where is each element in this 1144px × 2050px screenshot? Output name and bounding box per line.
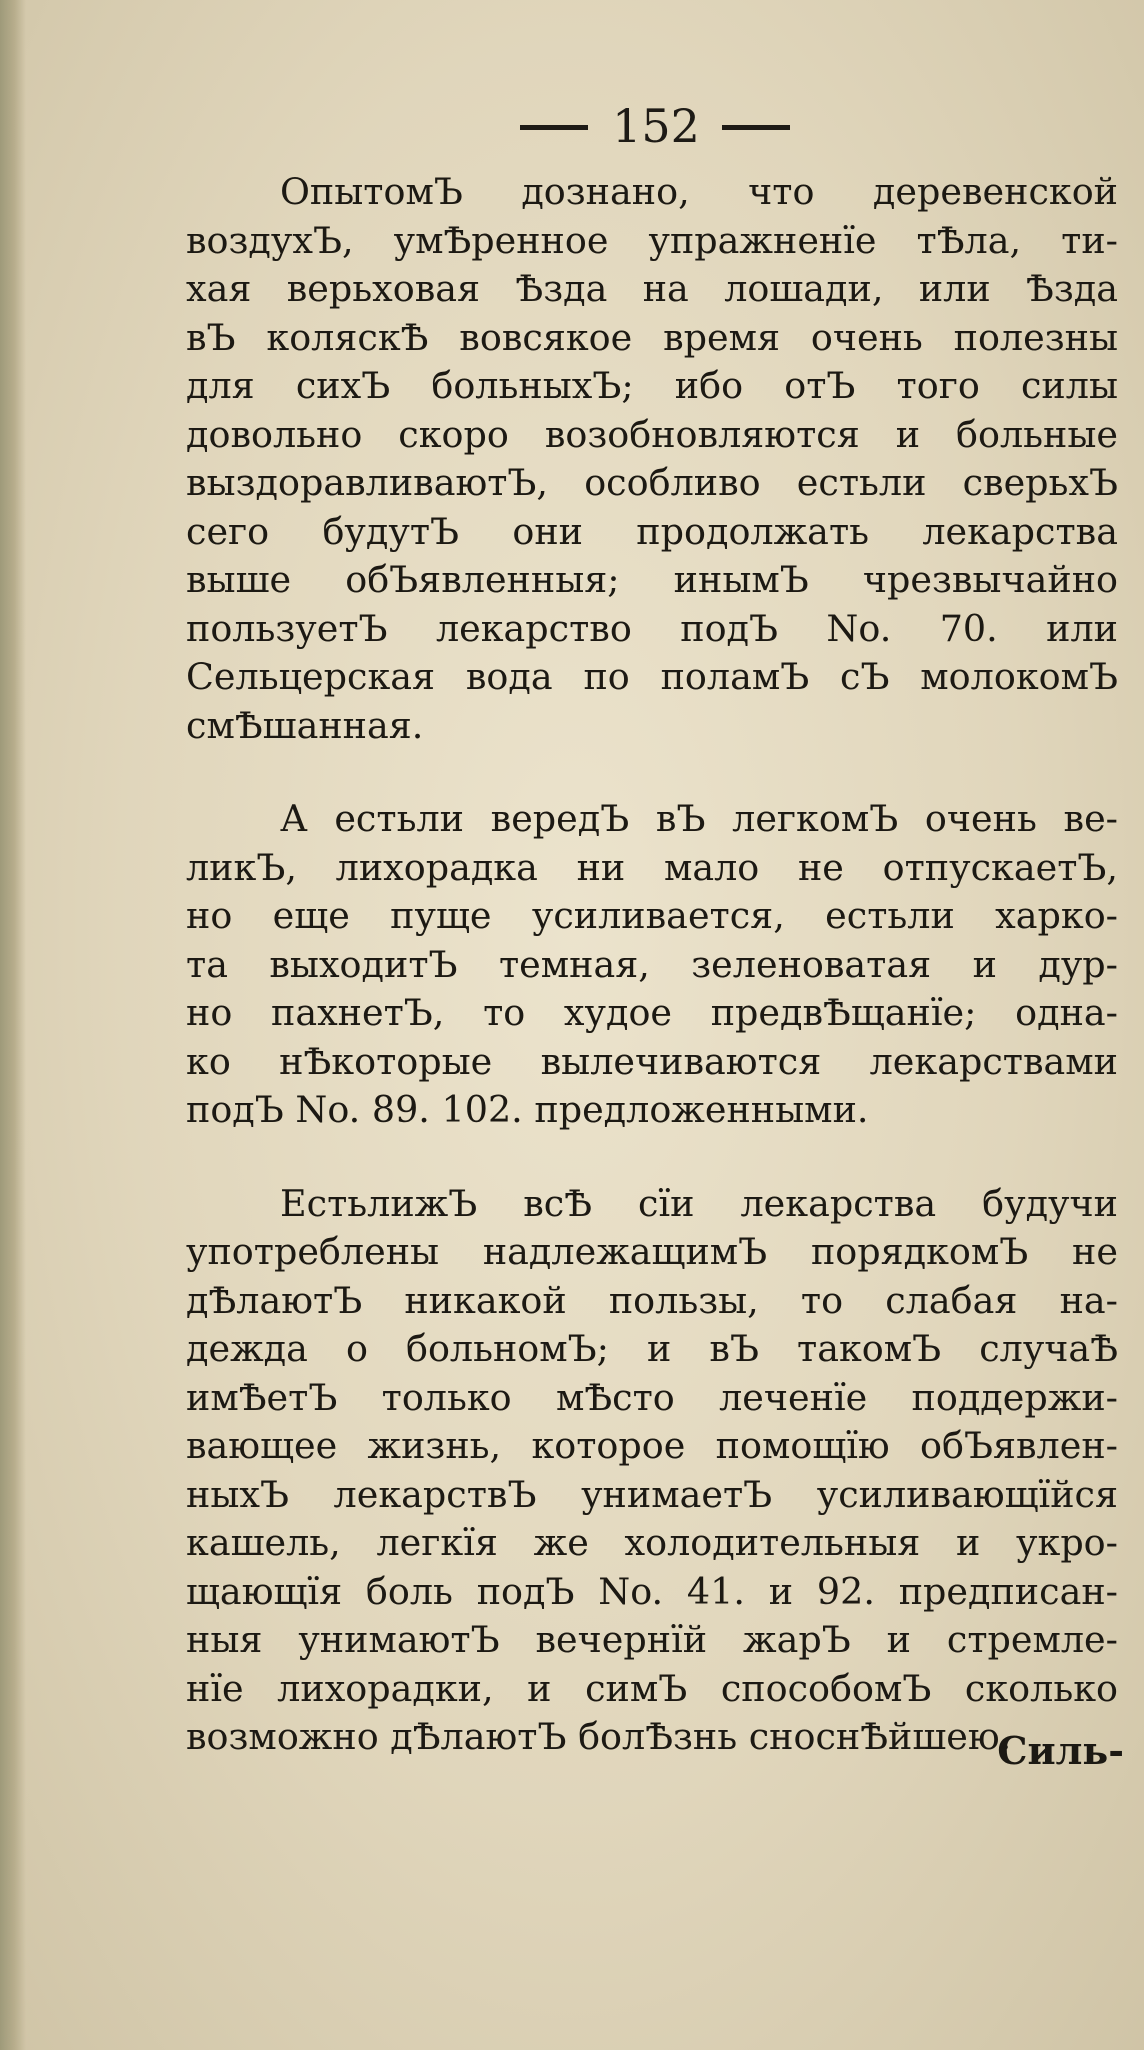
text-line: хая верьховая Ѣзда на лошади, или Ѣзда [186,267,1118,310]
text-line: ныя унимаютЪ вечернїй жарЪ и стремле- [186,1618,1118,1661]
text-line: вающее жизнь, которое помощїю обЪявлен- [186,1424,1118,1467]
text-line: дѢлаютЪ никакой пользы, то слабая на- [186,1278,1118,1322]
page-number: 152 [612,99,700,153]
text-line: ликЪ, лихорадка ни мало не отпускаетЪ, [186,845,1118,889]
text-line: употреблены надлежащимЪ порядкомЪ не [186,1230,1118,1273]
text-line: Сельцерская вода по поламЪ сЪ молокомЪ [186,655,1118,698]
text-line: смѢшанная. [186,703,424,747]
text-line: щающїя боль подЪ No. 41. и 92. предписан- [186,1569,1118,1613]
text-line: возможно дѢлаютЪ болѢзнь сноснѢйшею. [186,1715,1012,1758]
text-line: но еще пуще усиливается, естьли харко- [186,894,1118,937]
text-line: нїе лихорадки, и симЪ способомЪ сколько [186,1666,1118,1710]
text-line: выздоравливаютЪ, особливо естьли сверьхЪ [186,461,1118,504]
text-line: для сихЪ больныхЪ; ибо отЪ того силы [186,364,1118,407]
page-header [0,96,1144,156]
paragraph-2 [186,795,1118,1135]
text-line: выше обЪявленныя; инымЪ чрезвычайно [186,558,1118,601]
text-line: ко нѢкоторые вылечиваются лекарствами [186,1039,1118,1083]
header-rule-left [520,125,588,130]
body-text [186,168,1118,1762]
text-line: та выходитЪ темная, зеленоватая и дур- [186,942,1118,986]
text-line: сего будутЪ они продолжать лекарства [186,509,1118,553]
text-line: подЪ No. 89. 102. предложенными. [186,1088,869,1131]
text-line: ныхЪ лекарствЪ унимаетЪ усиливающїйся [186,1472,1118,1516]
text-line: кашель, легкїя же холодительныя и укро- [186,1521,1118,1564]
text-line: дежда о больномЪ; и вЪ такомЪ случаѢ [186,1327,1118,1370]
paragraph-1 [186,168,1118,750]
text-line: вЪ коляскѢ вовсякое время очень полезны [186,315,1118,359]
text-line: воздухЪ, умѢренное упражненїе тѢла, ти- [186,218,1118,262]
header-rule-right [722,125,790,130]
paragraph-3 [186,1180,1118,1762]
text-line: ОпытомЪ дознано, что деревенской [280,170,1118,213]
text-line: А естьли вередЪ вЪ легкомЪ очень ве- [280,797,1118,840]
text-line: довольно скоро возобновляются и больные [186,412,1118,456]
text-line: пользуетЪ лекарство подЪ No. 70. или [186,606,1118,650]
text-line: имѢетЪ только мѢсто леченїе поддержи- [186,1375,1118,1419]
catchword: Силь- [997,1728,1124,1773]
page-binding-edge [0,0,26,2050]
text-line: ЕстьлижЪ всѢ сїи лекарства будучи [280,1181,1118,1225]
text-line: но пахнетЪ, то худое предвѢщанїе; одна- [186,991,1118,1034]
